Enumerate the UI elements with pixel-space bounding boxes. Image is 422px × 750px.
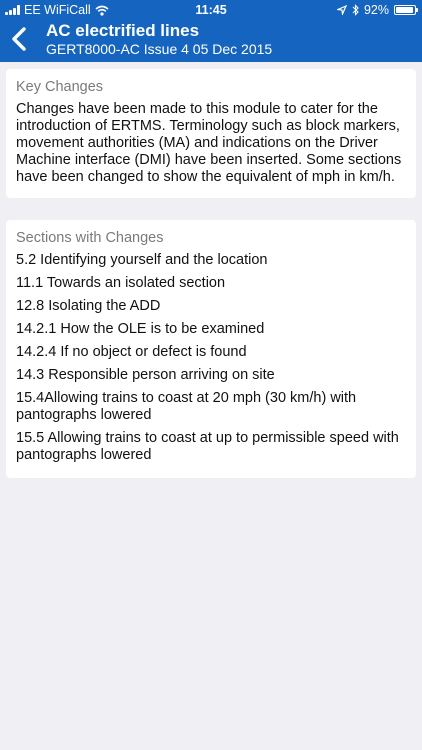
chevron-left-icon (11, 27, 27, 51)
page-title: AC electrified lines (46, 21, 200, 40)
sections-heading: Sections with Changes (16, 230, 164, 246)
battery-icon (394, 5, 416, 15)
section-item[interactable]: 11.1 Towards an isolated section (16, 275, 226, 291)
sections-list (16, 252, 406, 464)
sections-with-changes-card (6, 220, 416, 478)
section-item[interactable]: 12.8 Isolating the ADD (16, 298, 161, 314)
status-time: 11:45 (195, 3, 227, 17)
section-item[interactable]: 14.2.1 How the OLE is to be examined (16, 321, 265, 337)
bluetooth-icon (352, 4, 359, 16)
key-changes-heading: Key Changes (16, 79, 104, 95)
back-button[interactable] (6, 22, 32, 56)
carrier-name: EE WiFiCall (24, 3, 91, 17)
battery-percent: 92% (363, 3, 389, 17)
key-changes-card (6, 69, 416, 198)
location-arrow-icon (337, 5, 347, 15)
status-bar (0, 0, 422, 20)
section-item[interactable]: 14.2.4 If no object or defect is found (16, 344, 247, 360)
header-bar (0, 0, 422, 62)
section-item[interactable]: 15.5 Allowing trains to coast at up to permissible speed with pantographs lowered (16, 430, 399, 463)
key-changes-text: Changes have been made to this module to cater for the introduction of ERTMS. Terminology such as block markers, movement authorities (MA) and indications on the Driver Machine interface (DMI) have been inserted. Some sections have been changed to show the equivalent of mph in km/h. (16, 101, 402, 185)
section-item[interactable]: 5.2 Identifying yourself and the location (16, 252, 268, 268)
section-item[interactable]: 14.3 Responsible person arriving on site (16, 367, 275, 383)
section-item[interactable]: 15.4Allowing trains to coast at 20 mph (30 km/h) with pantographs lowered (16, 390, 357, 423)
page-subtitle: GERT8000-AC Issue 4 05 Dec 2015 (46, 41, 273, 57)
